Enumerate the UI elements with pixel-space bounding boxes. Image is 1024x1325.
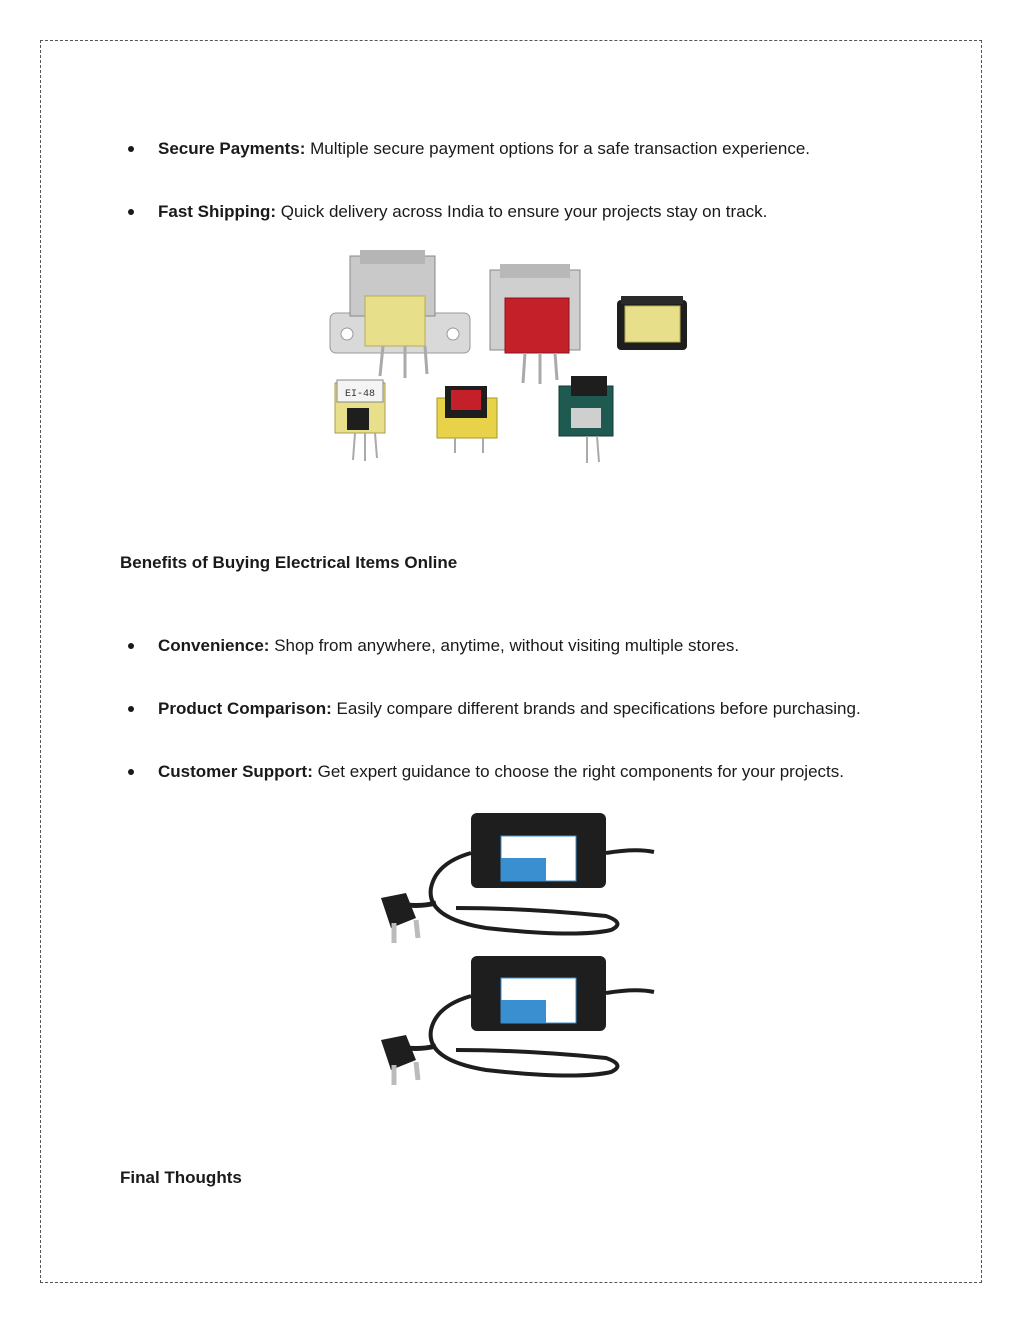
transformer-small-red (437, 386, 497, 453)
final-thoughts-heading: Final Thoughts (120, 1168, 242, 1187)
bullet-text: Multiple secure payment options for a safe transaction experience. (305, 139, 811, 158)
benefits-heading: Benefits of Buying Electrical Items Online (120, 553, 458, 572)
page-frame (40, 40, 982, 1283)
bullet-dot (128, 209, 134, 215)
bullet-text: Easily compare different brands and specifications before purchasing. (331, 699, 861, 718)
bullet-dot (128, 706, 134, 712)
bullet-dot (128, 769, 134, 775)
bullet-label: Fast Shipping: (158, 202, 277, 221)
bullet-label: Convenience: (158, 636, 270, 655)
transformer-flat-yellow (617, 296, 687, 350)
transformer-label: EI-48 (344, 389, 376, 400)
transformer-small-teal (559, 376, 613, 463)
transformer-small-labelled (335, 380, 385, 461)
power-adapter-bottom (381, 956, 654, 1085)
bullet-label: Secure Payments: (158, 139, 306, 158)
bullet-label: Product Comparison: (158, 699, 332, 718)
transformer-large-red (490, 264, 580, 384)
bullet-text: Quick delivery across India to ensure your projects stay on track. (276, 202, 768, 221)
bullet-dot (128, 643, 134, 649)
bullet-dot (128, 146, 134, 152)
transformers-image (325, 248, 700, 468)
bullet-label: Customer Support: (158, 762, 313, 781)
power-adapters-image (376, 808, 656, 1093)
bullet-text: Shop from anywhere, anytime, without visiting multiple stores. (269, 636, 740, 655)
transformer-large-yellow (330, 250, 470, 378)
power-adapter-top (381, 813, 654, 943)
bullet-text: Get expert guidance to choose the right components for your projects. (312, 762, 844, 781)
